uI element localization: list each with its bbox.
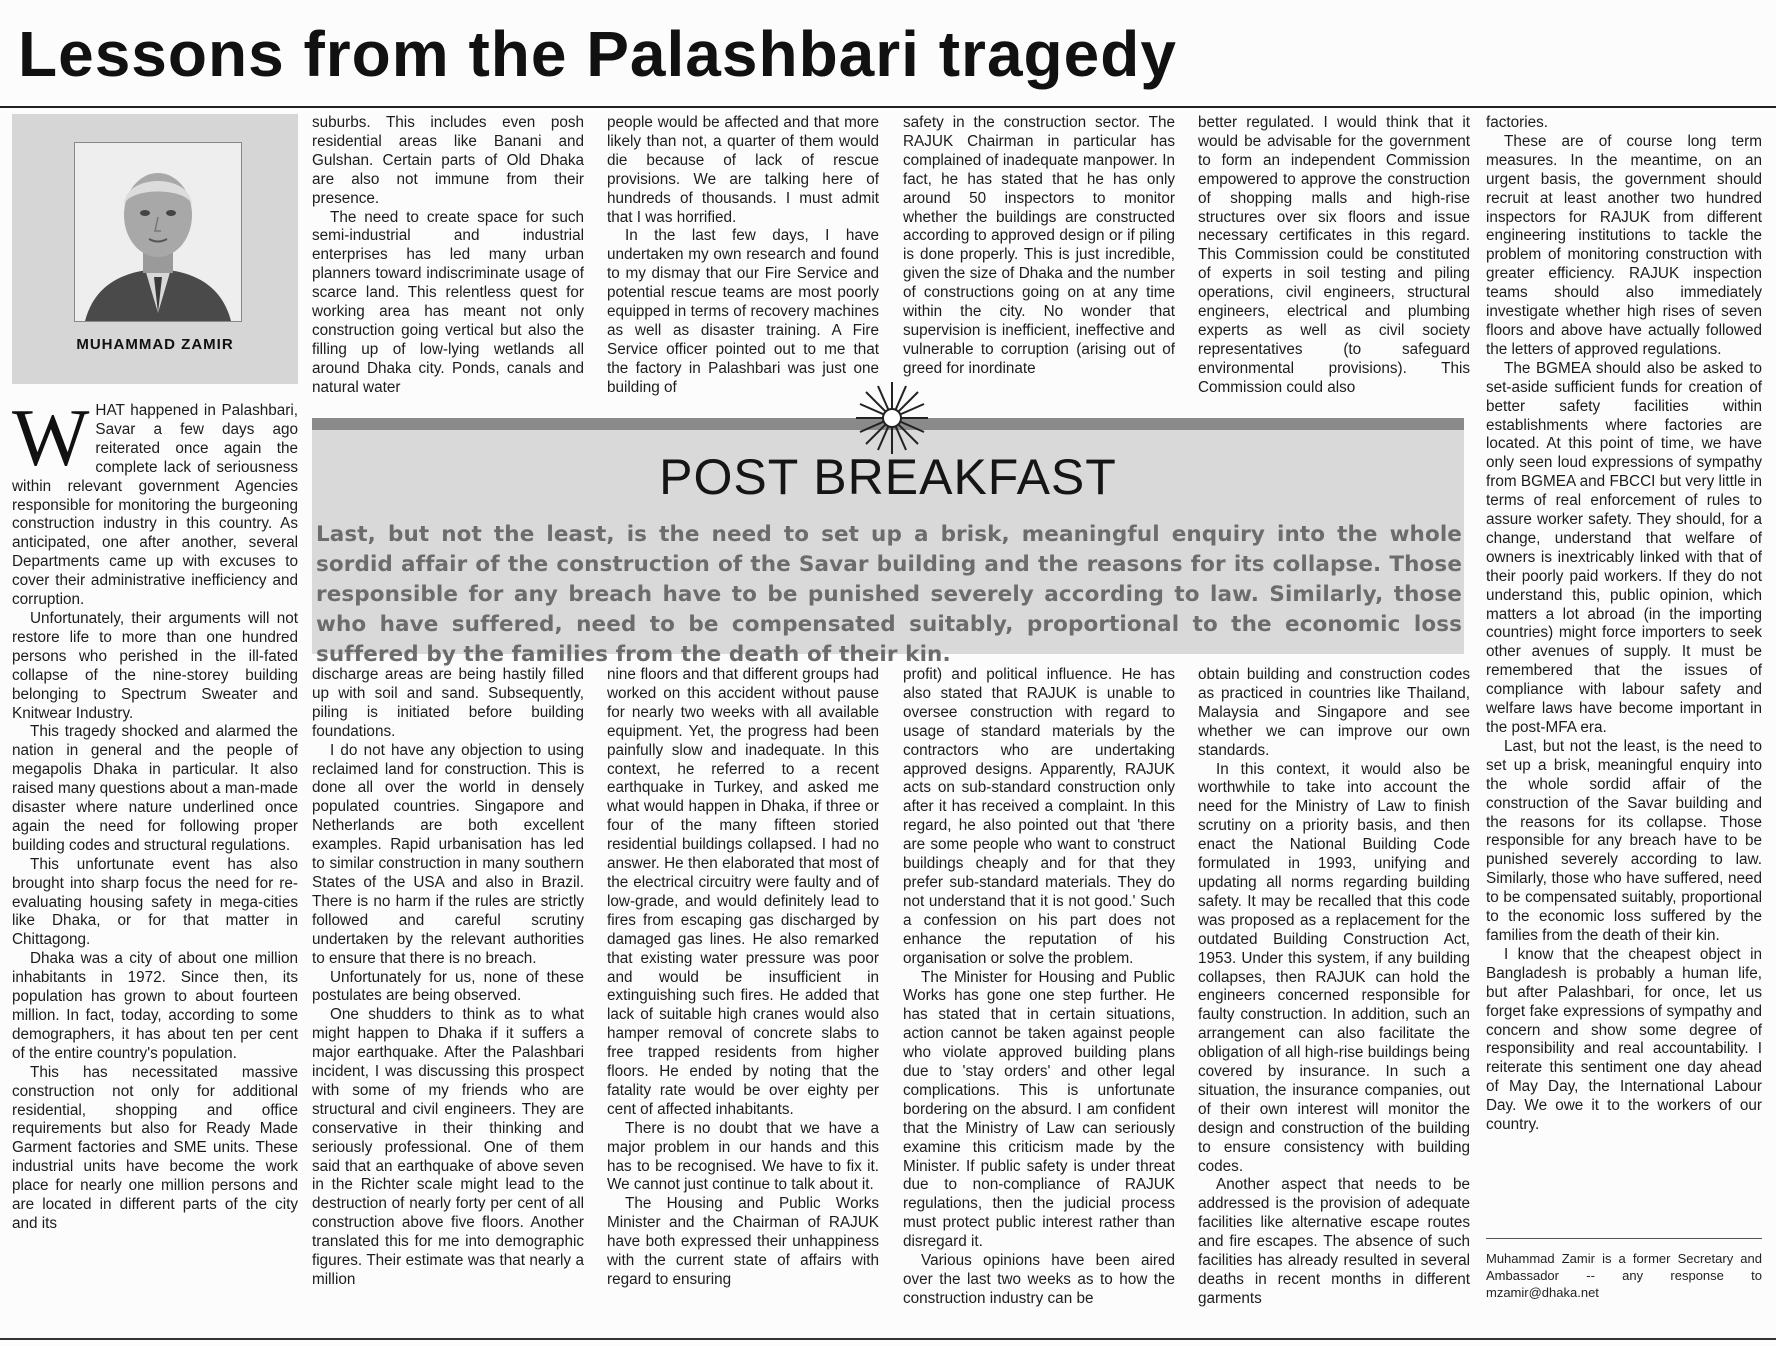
paragraph: The Housing and Public Works Minister and the Chairman of RAJUK have both expressed their unhappiness with the current state of affairs with regard to ensuring bbox=[607, 1195, 879, 1288]
paragraph: The BGMEA should also be asked to set-aside sufficient funds for creation of better safety facilities within establishments where factories are located. At this point of time, we have only seen loud expressions of sympathy from BGMEA and FBCCI but very little in terms of real enforcement of rules to assure worker safety. They should, for a change, understand that welfare of owners is inextricably linked with that of their poorly paid workers. If they do not understand this, public opinion, which matters a lot abroad (in the importing countries) might force importers to seek other avenues of supply. It must be remembered that the issues of compliance with labour safety and welfare laws have become important in the post-MFA era. bbox=[1486, 359, 1762, 736]
column-6 bbox=[1486, 114, 1762, 1135]
paragraph: This unfortunate event has also brought into sharp focus the need for re-evaluating housing safety in mega-cities like Dhaka, or for that matter in Chittagong. bbox=[12, 855, 298, 949]
paragraph: suburbs. This includes even posh residential areas like Banani and Gulshan. Certain parts of Old Dhaka are also not immune from their presence. bbox=[312, 114, 584, 207]
paragraph: I know that the cheapest object in Bangladesh is probably a human life, but after Palashbari, for once, let us forget fake expressions of sympathy and concern and show some degree of responsibility and real accountability. I reiterate this sentiment one day ahead of May Day, the International Labour Day. We owe it to the workers of our country. bbox=[1486, 945, 1762, 1134]
author-footnote: Muhammad Zamir is a former Secretary and Ambassador -- any response to mzamir@dhaka.net bbox=[1486, 1251, 1762, 1300]
paragraph: profit) and political influence. He has also stated that RAJUK is unable to oversee construction with regard to usage of standard materials by the contractors who are undertaking approved designs. Apparently, RAJUK acts on sub-standard construction only after it has received a complaint. In this regard, he also pointed out that 'there are some people who want to construct buildings cheaply and for that they prefer sub-standard materials. They do not understand that it is not good.' Such a confession on his part does not enhance the reputation of his organisation or solve the problem. bbox=[903, 666, 1175, 967]
starburst-icon bbox=[852, 378, 932, 458]
paragraph: safety in the construction sector. The RAJUK Chairman in particular has complained of inadequate manpower. In fact, he has stated that he has only around 50 inspectors to monitor whether the buildings are constructed according to approved design or if piling is done properly. This is just incredible, given the size of Dhaka and the number of constructions going on at any time within the city. No wonder that supervision is inefficient, ineffective and vulnerable to corruption (arising out of greed for inordinate bbox=[903, 114, 1175, 377]
footnote-rule bbox=[1486, 1238, 1762, 1239]
paragraph: people would be affected and that more likely than not, a quarter of them would die because of lack of rescue provisions. We are talking here of hundreds of thousands. I must admit that I was horrified. bbox=[607, 114, 879, 226]
author-photo bbox=[74, 142, 242, 322]
column-2-bottom bbox=[312, 666, 584, 1290]
paragraph: Another aspect that needs to be addressed is the provision of adequate facilities like alternative escape routes and fire escapes. The absence of such facilities has already resulted in several deaths in recent months in different garments bbox=[1198, 1176, 1470, 1307]
column-5-top bbox=[1198, 114, 1470, 398]
paragraph: Last, but not the least, is the need to set up a brisk, meaningful enquiry into the whole sordid affair of the construction of the Savar building and the reasons for its collapse. Those responsible for any breach have to be punished severely according to law. Similarly, those who have suffered, need to be compensated suitably, proportional to the economic loss suffered by the families from the death of their kin. bbox=[1486, 737, 1762, 944]
dropcap: W bbox=[12, 392, 90, 483]
paragraph: This tragedy shocked and alarmed the nation in general and the people of megapolis Dhaka in particular. It also raised many questions about a man-made disaster where nature underlined once again the need for following proper building codes and structural regulations. bbox=[12, 723, 298, 854]
paragraph: Dhaka was a city of about one million inhabitants in 1972. Since then, its population has grown to about fourteen million. In fact, today, according to some demographers, it has about ten per cent of the entire country's population. bbox=[12, 950, 298, 1062]
paragraph: Unfortunately, their arguments will not restore life to more than one hundred persons who perished in the ill-fated collapse of the nine-storey building belonging to Spectrum Sweater and Knitwear Industry. bbox=[12, 609, 298, 722]
paragraph: better regulated. I would think that it would be advisable for the government to form an independent Commission empowered to approve the construction of shopping malls and high-rise structures over six floors and issue necessary certificates in this regard. This Commission could be constituted of experts in soil testing and piling operations, civil engineers, structural engineers, electrical and plumbing experts as well as civil society representatives (to safeguard environmental provisions). This Commission could also bbox=[1198, 114, 1470, 396]
paragraph: There is no doubt that we have a major problem in our hands and this has to be recognised. We have to fix it. We cannot just continue to talk about it. bbox=[607, 1119, 879, 1194]
paragraph: The Minister for Housing and Public Works has gone one step further. He has stated that in certain situations, action cannot be taken against people who violate approved building plans due to 'stay orders' and other legal complications. This is unfortunate bordering on the absurd. I am confident that the Ministry of Law can seriously examine this criticism made by the Minister. If public safety is under threat due to non-compliance of RAJUK regulations, then the judicial process must protect public interest rather than disregard it. bbox=[903, 968, 1175, 1251]
paragraph: Various opinions have been aired over the last two weeks as to how the construction industry can be bbox=[903, 1252, 1175, 1307]
paragraph: obtain building and construction codes as practiced in countries like Thailand, Malaysia and Singapore and see whether we can improve our own standards. bbox=[1198, 666, 1470, 759]
paragraph: The need to create space for such semi-industrial and industrial enterprises has led many urban planners toward indiscriminate usage of scarce land. This relentless quest for working area has meant not only construction going vertical but also the filling up of low-lying wetlands all around Dhaka city. Ponds, canals and natural water bbox=[312, 208, 584, 396]
paragraph: One shudders to think as to what might happen to Dhaka if it suffers a major earthquake. After the Palashbari incident, I was discussing this prospect with some of my friends who are structural and civil engineers. They are conservative in their thinking and seriously professional. One of them said that an earthquake of above seven in the Richter scale might lead to the destruction of nearly forty per cent of all construction above five floors. Another translated this for me into demographic figures. Their estimate was that nearly a million bbox=[312, 1006, 584, 1288]
column-3-top bbox=[607, 114, 879, 398]
post-breakfast-banner bbox=[312, 418, 1464, 667]
paragraph: This has necessitated massive construction not only for additional residential, shopping and office requirements but also for Ready Made Garment factories and SME units. These industrial units have become the work place for nearly one million persons and are located in different parts of the city and its bbox=[12, 1063, 298, 1232]
column-2-top bbox=[312, 114, 584, 398]
paragraph: Unfortunately for us, none of these postulates are being observed. bbox=[312, 968, 584, 1005]
paragraph: factories. bbox=[1486, 114, 1549, 131]
column-4-top bbox=[903, 114, 1175, 379]
column-3-bottom bbox=[607, 666, 879, 1290]
paragraph: I do not have any objection to using reclaimed land for construction. This is done all over the world in densely populated countries. Singapore and Netherlands are both excellent examples. Rapid urbanisation has led to similar construction in many southern States of the USA and also in Brazil. There is no harm if the rules are strictly followed and careful scrutiny undertaken by the relevant authorities to ensure that there is no breach. bbox=[312, 741, 584, 967]
banner-title: POST BREAKFAST bbox=[659, 449, 1117, 505]
column-5-bottom bbox=[1198, 666, 1470, 1309]
column-1 bbox=[12, 392, 298, 1234]
paragraph: In this context, it would also be worthwhile to take into account the need for the Ministry of Law to finish scrutiny on a priority basis, and then enact the National Building Code formulated in 1993, unifying and updating all norms regarding building safety. It may be recalled that this code was proposed as a replacement for the outdated Building Construction Act, 1953. Under this system, if any building collapses, then RAJUK can hold the engineers concerned responsible for faulty construction. In addition, such an arrangement can also facilitate the obligation of all high-rise buildings being covered by insurance. In such a situation, the insurance companies, out of their own interest will monitor the design and construction of the building to ensure consistency with building codes. bbox=[1198, 760, 1470, 1175]
author-portrait-image bbox=[75, 143, 241, 321]
paragraph: In the last few days, I have undertaken my own research and found to my dismay that our Fire Service and potential rescue teams are most poorly equipped in terms of recovery machines as well as disaster training. A Fire Service officer pointed out to me that the factory in Palashbari was just one building of bbox=[607, 227, 879, 396]
author-box bbox=[12, 114, 298, 384]
headline: Lessons from the Palashbari tragedy bbox=[18, 18, 1177, 90]
paragraph: nine floors and that different groups had worked on this accident without pause for nearly two weeks with all available equipment. Yet, the progress had been painfully slow and inadequate. In this context, he referred to a recent earthquake in Turkey, and asked me what would happen in Dhaka, if three or four of the many fifteen storied residential buildings collapsed. I had no answer. He then elaborated that most of the electrical circuitry were faulty and of low-grade, and would definitely lead to fires from escaping gas discharged by damaged gas lines. He also remarked that existing water pressure was poor and would be insufficient in extinguishing such fires. He added that lack of suitable high cranes would also hamper removal of concrete slabs to free trapped residents from higher floors. He ended by noting that the fatality rate would be over eighty per cent of affected inhabitants. bbox=[607, 666, 879, 1118]
top-rule bbox=[0, 106, 1776, 108]
paragraph: These are of course long term measures. In the meantime, on an urgent basis, the government should recruit at least another two hundred inspectors for RAJUK from different engineering institutions to tackle the problem of monitoring construction with greater efficiency. RAJUK inspection teams should also immediately investigate whether high rises of seven floors and above have actually followed the letters of approved regulations. bbox=[1486, 132, 1762, 358]
paragraph: discharge areas are being hastily filled up with soil and sand. Subsequently, piling is initiated before building foundations. bbox=[312, 666, 584, 740]
author-byline: MUHAMMAD ZAMIR bbox=[76, 336, 234, 353]
paragraph: WHAT happened in Palashbari, Savar a few days ago reiterated once again the complete lack of seriousness within relevant government Agencies responsible for monitoring the burgeoning construction industry in this country. As anticipated, one after another, several Departments came up with excuses to cover their administrative inefficiency and corruption. bbox=[12, 392, 298, 609]
pull-quote: Last, but not the least, is the need to set up a brisk, meaningful enquiry into the whole sordid affair of the construction of the Savar building and the reasons for its collapse. Those responsible for any breach have to be punished severely according to law. Similarly, those who have suffered, need to be compensated suitably, proportional to the economic loss suffered by the families from the death of their kin. bbox=[316, 522, 1462, 667]
bottom-rule bbox=[0, 1338, 1776, 1340]
column-4-bottom bbox=[903, 666, 1175, 1309]
